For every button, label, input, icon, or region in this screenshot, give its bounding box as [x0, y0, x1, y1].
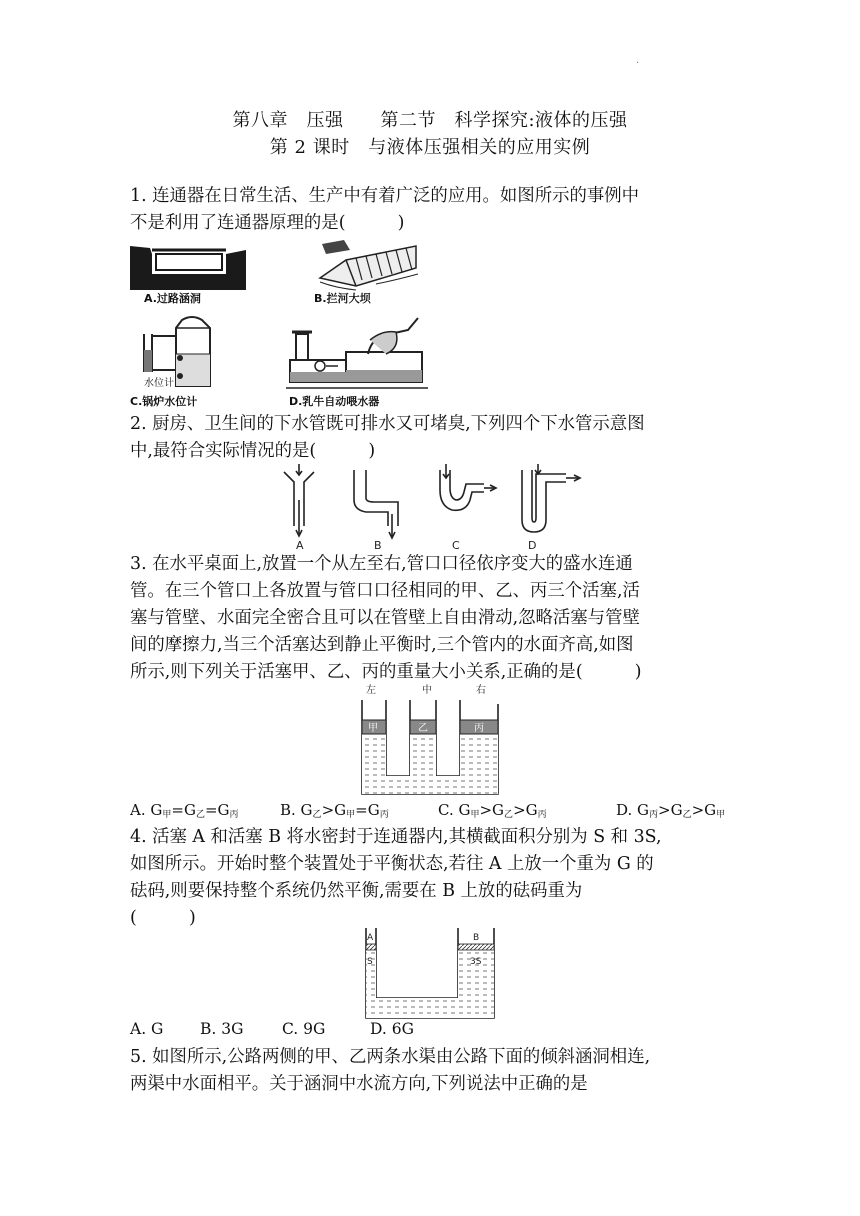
- question-3-line-5: 所示,则下列关于活塞甲、乙、丙的重量大小关系,正确的是( ): [130, 662, 642, 682]
- q4-option-a[interactable]: A. G: [130, 1020, 164, 1038]
- piston-a-label: A: [367, 933, 374, 943]
- q3-option-a[interactable]: A. $G_甲=G_乙=G_丙$: [130, 801, 239, 820]
- drain-pipes-figure: [270, 460, 590, 552]
- pipe-label-a: A: [296, 539, 304, 552]
- chapter-title: 第八章 压强 第二节 科学探究:液体的压强: [232, 110, 628, 131]
- question-5: [130, 1044, 730, 1098]
- piston-jia: 甲: [368, 723, 378, 734]
- label-left: 左: [366, 685, 376, 696]
- q4-option-b[interactable]: B. 3G: [200, 1020, 244, 1038]
- piston-b-label: B: [473, 933, 480, 943]
- lesson-title: 第 2 课时 与液体压强相关的应用实例: [269, 137, 591, 158]
- area-s-label: S: [367, 957, 373, 967]
- caption-d: D.乳牛自动喂水器: [289, 395, 380, 408]
- question-4-line-2: 如图所示。开始时整个装置处于平衡状态,若往 A 上放一个重为 G 的: [130, 854, 654, 874]
- q3-option-c[interactable]: C. $G_甲>G_乙>G_丙$: [438, 801, 547, 820]
- question-3-line-3: 塞与管壁、水面完全密合且可以在管壁上自由滑动,忽略活塞与管壁: [130, 608, 640, 628]
- pipe-label-b: B: [374, 539, 382, 552]
- question-2-line-2: 中,最符合实际情况的是( ): [130, 441, 376, 461]
- question-2-line-1: 2. 厨房、卫生间的下水管既可排水又可堵臭,下列四个下水管示意图: [130, 414, 645, 434]
- question-3-line-1: 3. 在水平桌面上,放置一个从左至右,管口口径依序变大的盛水连通: [130, 554, 633, 574]
- dam-figure: [316, 238, 420, 292]
- piston-bing: 丙: [474, 723, 484, 734]
- feeder-figure: [286, 314, 428, 392]
- question-2: [130, 411, 730, 465]
- q3-option-b[interactable]: B. $G_乙>G_甲=G_丙$: [280, 801, 389, 820]
- question-4-line-4: ( ): [130, 908, 196, 928]
- caption-c: C.锅炉水位计: [130, 395, 198, 408]
- caption-b: B.拦河大坝: [314, 292, 371, 305]
- question-5-line-1: 5. 如图所示,公路两侧的甲、乙两条水渠由公路下面的倾斜涵洞相连,: [130, 1047, 651, 1067]
- page-dot: ·: [636, 58, 640, 69]
- piston-yi: 乙: [418, 723, 428, 734]
- question-4-line-3: 砝码,则要保持整个系统仍然平衡,需要在 B 上放的砝码重为: [130, 881, 583, 901]
- q4-option-d[interactable]: D. 6G: [370, 1020, 414, 1038]
- question-3-line-2: 管。在三个管口上各放置与管口口径相同的甲、乙、丙三个活塞,活: [130, 581, 640, 601]
- question-4: [130, 824, 730, 932]
- question-1-line-2: 不是利用了连通器原理的是( ): [130, 213, 405, 233]
- caption-c-inner: 水位计: [144, 378, 174, 389]
- culvert-figure: [130, 244, 246, 290]
- two-piston-vessel-figure: [362, 926, 498, 1022]
- question-3: [130, 551, 730, 686]
- q3-option-d[interactable]: D. $G_丙>G_乙>G_甲$: [616, 801, 726, 820]
- label-middle: 中: [422, 685, 432, 696]
- three-piston-vessel-figure: [356, 682, 504, 800]
- question-1: [130, 183, 730, 237]
- q4-option-c[interactable]: C. 9G: [282, 1020, 326, 1038]
- label-right: 右: [476, 685, 486, 696]
- caption-a: A.过路涵洞: [144, 292, 201, 305]
- question-5-line-2: 两渠中水面相平。关于涵洞中水流方向,下列说法中正确的是: [130, 1074, 588, 1094]
- question-4-line-1: 4. 活塞 A 和活塞 B 将水密封于连通器内,其横截面积分别为 S 和 3S,: [130, 827, 662, 847]
- pipe-label-c: C: [452, 539, 460, 552]
- area-3s-label: 3S: [470, 957, 482, 967]
- pipe-label-d: D: [528, 539, 537, 552]
- question-3-line-4: 间的摩擦力,当三个活塞达到静止平衡时,三个管内的水面齐高,如图: [130, 635, 634, 655]
- question-1-line-1: 1. 连通器在日常生活、生产中有着广泛的应用。如图所示的事例中: [130, 186, 640, 206]
